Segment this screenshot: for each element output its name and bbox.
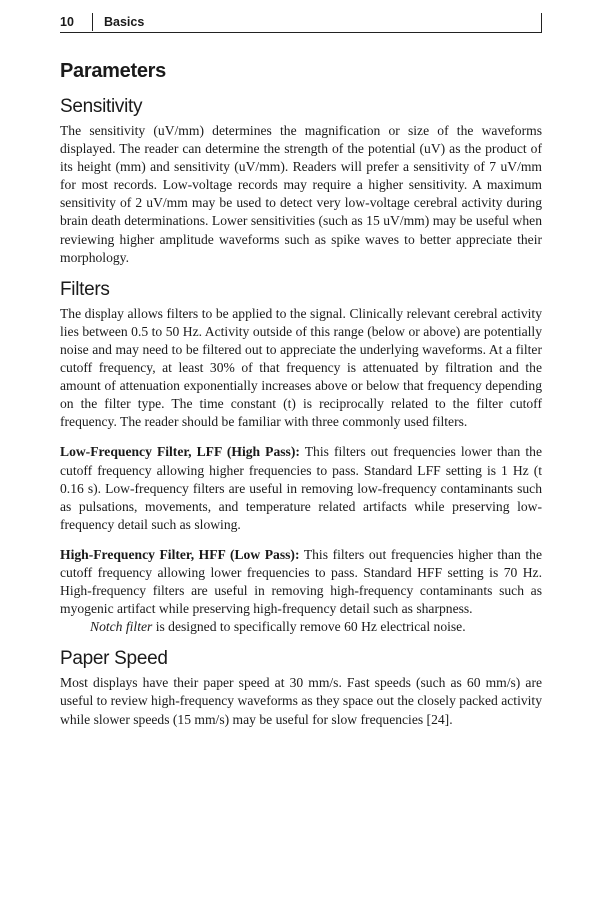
lff-term: Low-Frequency Filter, LFF (High Pass):	[60, 444, 300, 460]
section-heading-filters: Filters	[60, 278, 110, 300]
notch-term: Notch filter	[90, 619, 153, 635]
hff-term: High-Frequency Filter, HFF (Low Pass):	[60, 546, 300, 562]
notch-paragraph	[60, 618, 542, 636]
notch-text: is designed to specifically remove 60 Hz electrical noise.	[152, 619, 466, 635]
running-header	[60, 10, 542, 33]
filters-paragraph: The display allows filters to be applied to the signal. Clinically relevant cerebral activity lies between 0.5 to 50 Hz. Activity outside of this range (below or above) are potentially noise and may need to be filtered out to appreciate the underlying waveforms. At a filter cutoff frequency, at least 30% of that frequency is attenuated by filtration and the amount of attenuation exponentially increases above or below that frequency depending on the filter type. The time constant (t) is reciprocally related to the filter cutoff frequency. The reader should be familiar with three commonly used filters.	[60, 305, 542, 430]
hff-paragraph	[60, 546, 542, 618]
paper-speed-paragraph: Most displays have their paper speed at 30 mm/s. Fast speeds (such as 60 mm/s) are useful to review high-frequency waveforms as they space out the closely packed activity while slower speeds (15 mm/s) may be useful for slow frequencies [24].	[60, 675, 542, 727]
sensitivity-paragraph: The sensitivity (uV/mm) determines the magnification or size of the waveforms displayed. The reader can determine the strength of the potential (uV) as the product of its height (mm) and sensitivity (uV/mm). Readers will prefer a sensitivity of 7 uV/mm for most records. Low-voltage records may require a higher sensitivity. A maximum sensitivity of 2 uV/mm may be used to detect very low-voltage cerebral activity during brain death determinations. Lower sensitivities (such as 15 uV/mm) may be useful when reviewing higher amplitude waveforms such as spike waves to better appreciate their morphology.	[60, 123, 542, 265]
lff-paragraph	[60, 443, 542, 533]
header-right-rule	[541, 13, 542, 33]
section-heading-paper-speed: Paper Speed	[60, 648, 168, 670]
section-heading-sensitivity: Sensitivity	[60, 96, 143, 117]
running-head-title: Basics	[104, 15, 145, 29]
page-number: 10	[60, 15, 74, 29]
hff-text: This filters out frequencies higher than the cutoff frequency allowing lower frequencies to pass. Standard HFF setting is 70 Hz. High-frequency filters are useful in removing high-frequency contaminants such as myogenic artifact while preserving high-frequency detail such as sharpness.	[60, 546, 542, 617]
page-title: Parameters	[60, 60, 166, 82]
header-divider	[92, 13, 93, 31]
lff-text: This filters out frequencies lower than the cutoff frequency allowing higher frequencies to pass. Standard LFF setting is 1 Hz (t 0.16 s). Low-frequency filters are useful in removing low-frequency contaminants such as pulsations, movements, and temperature related artifacts while preserving low-frequency detail such as slowing.	[60, 444, 542, 532]
page-body	[60, 58, 542, 729]
